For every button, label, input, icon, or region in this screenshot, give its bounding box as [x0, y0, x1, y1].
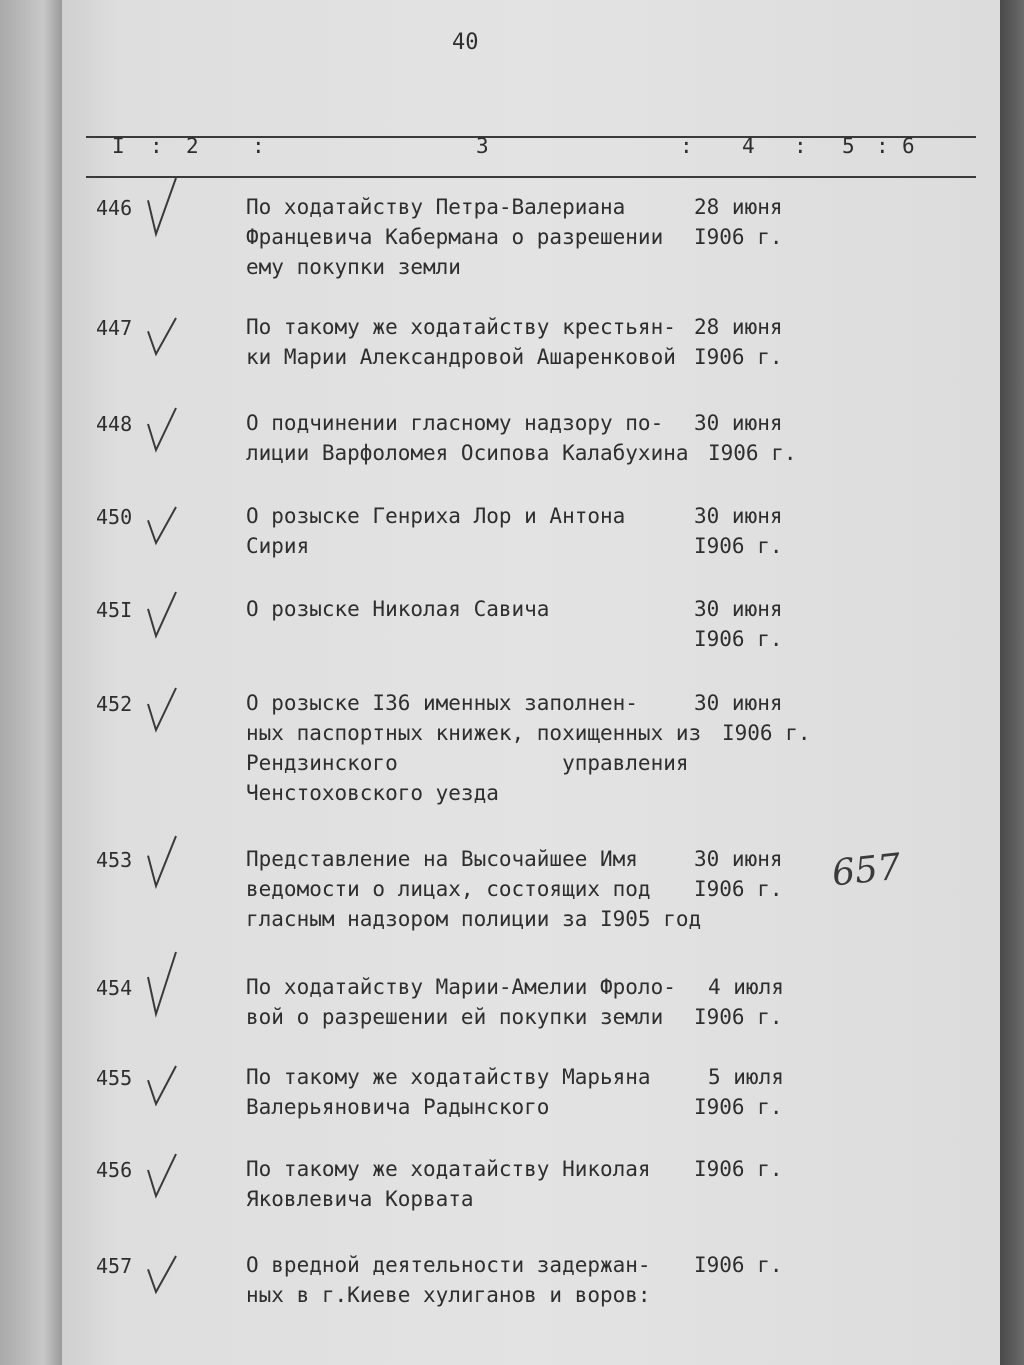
- col-sep: :: [680, 134, 693, 158]
- entry-date-line: 30 июня: [694, 411, 783, 435]
- entry-date-line: 28 июня: [694, 195, 783, 219]
- col-header-4: 4: [742, 134, 755, 158]
- entry-date: [694, 972, 784, 1032]
- check-mark-icon: [146, 316, 186, 358]
- entry-text: [246, 192, 696, 282]
- entry-date-line: 5 июля: [708, 1065, 784, 1089]
- entry-text: [246, 408, 696, 468]
- entry-text-line: Ченстоховского уезда: [246, 781, 499, 805]
- entry-date: [694, 408, 797, 468]
- entry-date: [694, 1250, 783, 1280]
- entry-date: [694, 844, 783, 904]
- entry-date-line: I906 г.: [694, 345, 783, 369]
- entry-number: 446: [96, 196, 133, 220]
- entry-number: 452: [96, 692, 133, 716]
- entry-text-line: гласным надзором полиции за I905 год: [246, 907, 702, 931]
- check-mark-icon: [146, 1064, 186, 1108]
- entry-text: [246, 1154, 696, 1214]
- entry-number: 454: [96, 976, 133, 1000]
- entry-text-line: ных паспортных книжек, похищенных из: [246, 721, 702, 745]
- entry-date: [694, 312, 783, 372]
- entry-text: [246, 844, 702, 934]
- entry-text-line: По такому же ходатайству Николая: [246, 1157, 651, 1181]
- entry-text-line: О розыске I36 именных заполнен-: [246, 691, 638, 715]
- page-shadow: [1000, 0, 1024, 1365]
- entry-number: 45I: [96, 598, 133, 622]
- entry-text-line: лиции Варфоломея Осипова Калабухина: [246, 441, 689, 465]
- check-mark-icon: [146, 1254, 186, 1296]
- entry-text-line: вой о разрешении ей покупки земли: [246, 1005, 664, 1029]
- entry-text-line: Валерьяновича Радынского: [246, 1095, 550, 1119]
- entry-date-line: I906 г.: [694, 877, 783, 901]
- entry-number: 453: [96, 848, 133, 872]
- entry-date: [694, 594, 783, 654]
- entry-number: 456: [96, 1158, 133, 1182]
- entry-date-line: I906 г.: [722, 721, 811, 745]
- entry-date: [694, 501, 783, 561]
- entry-text-line: По такому же ходатайству крестьян-: [246, 315, 676, 339]
- entry-text-line: По ходатайству Петра-Валериана: [246, 195, 626, 219]
- entry-date: [694, 192, 783, 252]
- entry-text-line: Представление на Высочайшее Имя: [246, 847, 638, 871]
- col-header-6: 6: [902, 134, 915, 158]
- entry-date-line: I906 г.: [694, 1157, 783, 1181]
- entry-text-line: О розыске Николая Савича: [246, 597, 550, 621]
- check-mark-icon: [146, 406, 186, 454]
- margin-note: 657: [830, 846, 903, 895]
- col-sep: :: [876, 134, 889, 158]
- entry-date-line: 30 июня: [694, 847, 783, 871]
- entry-text: [246, 594, 696, 624]
- col-header-1: I: [112, 134, 125, 158]
- entry-text-line: О вредной деятельности задержан-: [246, 1253, 651, 1277]
- entry-text-line: Сирия: [246, 534, 310, 558]
- entry-date-line: I906 г.: [694, 627, 783, 651]
- check-mark-icon: [146, 1152, 186, 1200]
- entry-number: 457: [96, 1254, 133, 1278]
- col-sep: :: [150, 134, 163, 158]
- entry-date-line: 28 июня: [694, 315, 783, 339]
- col-header-3: 3: [476, 134, 489, 158]
- entry-text-line: ки Марии Александровой Ашаренковой: [246, 345, 676, 369]
- entry-text-line: ных в г.Киеве хулиганов и воров:: [246, 1283, 651, 1307]
- entry-text-line: По ходатайству Марии-Амелии Фроло-: [246, 975, 676, 999]
- entry-text-line: Францевича Кабермана о разрешении: [246, 225, 664, 249]
- entry-text-line: ведомости о лицах, состоящих под: [246, 877, 651, 901]
- col-sep: :: [252, 134, 265, 158]
- col-header-5: 5: [842, 134, 855, 158]
- entry-number: 450: [96, 505, 133, 529]
- entry-date-line: I906 г.: [694, 1253, 783, 1277]
- check-mark-icon: [146, 590, 186, 640]
- entry-text-line: Яковлевича Корвата: [246, 1187, 474, 1211]
- entry-text: [246, 688, 702, 808]
- entry-date-line: I906 г.: [694, 1005, 783, 1029]
- entry-text: [246, 1250, 696, 1310]
- entry-text-line: По такому же ходатайству Марьяна: [246, 1065, 651, 1089]
- col-header-2: 2: [186, 134, 199, 158]
- entry-text-line: О розыске Генриха Лор и Антона: [246, 504, 626, 528]
- entry-date: [694, 1062, 784, 1122]
- entry-date-line: I906 г.: [694, 534, 783, 558]
- entry-date-line: I906 г.: [708, 441, 797, 465]
- entry-date-line: 30 июня: [694, 504, 783, 528]
- entry-date-line: 4 июля: [708, 975, 784, 999]
- entry-date: [694, 688, 811, 748]
- entry-date-line: 30 июня: [694, 691, 783, 715]
- check-mark-icon: [146, 505, 186, 547]
- entry-text: [246, 501, 696, 561]
- entry-text-line: ему покупки земли: [246, 255, 461, 279]
- entry-number: 447: [96, 316, 133, 340]
- entry-text-line: О подчинении гласному надзору по-: [246, 411, 664, 435]
- header-bottom-rule: [86, 176, 976, 178]
- entry-date-line: I906 г.: [694, 225, 783, 249]
- entry-number: 448: [96, 412, 133, 436]
- entry-text: [246, 312, 696, 372]
- entry-date: [694, 1154, 783, 1184]
- check-mark-icon: [146, 950, 186, 1018]
- entry-text-line: Рендзинского управления: [246, 751, 689, 775]
- entry-date-line: 30 июня: [694, 597, 783, 621]
- entry-text: [246, 972, 696, 1032]
- check-mark-icon: [146, 176, 186, 238]
- page-number: 40: [452, 30, 479, 55]
- entry-date-line: I906 г.: [694, 1095, 783, 1119]
- col-sep: :: [794, 134, 807, 158]
- entry-number: 455: [96, 1066, 133, 1090]
- check-mark-icon: [146, 686, 186, 734]
- entry-text: [246, 1062, 696, 1122]
- binding-edge: [0, 0, 62, 1365]
- check-mark-icon: [146, 834, 186, 890]
